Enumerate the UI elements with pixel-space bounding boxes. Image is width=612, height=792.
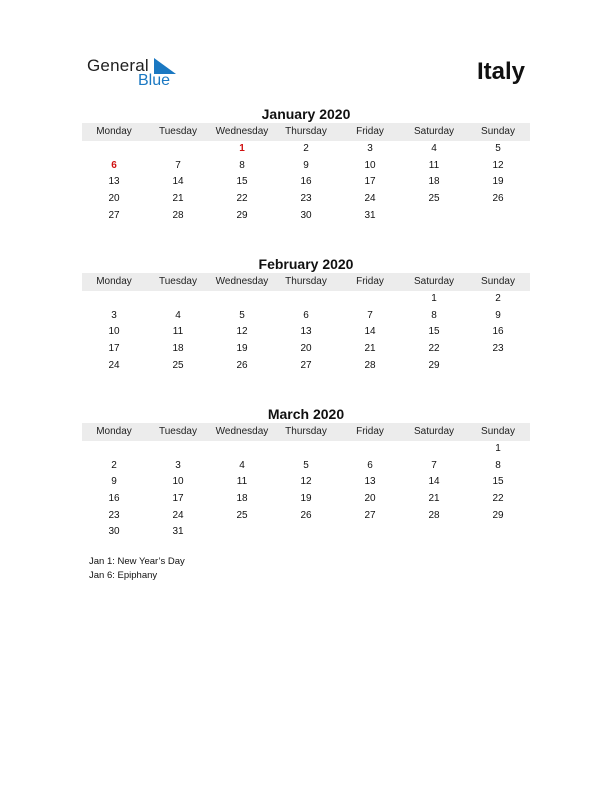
weekday-header: Friday bbox=[356, 426, 384, 437]
day-cell: 31 bbox=[364, 209, 376, 221]
day-cell: 16 bbox=[300, 176, 312, 188]
day-cell bbox=[274, 441, 338, 458]
month-march bbox=[82, 406, 530, 541]
day-cell: 1 bbox=[239, 143, 245, 154]
day-cell: 12 bbox=[236, 326, 248, 338]
weekday-header: Sunday bbox=[481, 426, 515, 437]
week-row bbox=[82, 158, 530, 175]
day-cell bbox=[338, 441, 402, 458]
day-cell: 21 bbox=[172, 193, 184, 205]
day-cell bbox=[274, 291, 338, 308]
day-cell: 29 bbox=[236, 209, 248, 221]
weekday-header: Tuesday bbox=[159, 276, 197, 287]
month-title: February 2020 bbox=[258, 256, 354, 272]
week-row bbox=[82, 308, 530, 325]
day-cell: 22 bbox=[492, 493, 504, 505]
weekday-header: Wednesday bbox=[215, 276, 269, 287]
day-cell bbox=[466, 208, 530, 225]
day-cell: 10 bbox=[108, 326, 120, 338]
day-cell bbox=[146, 141, 210, 158]
day-cell: 14 bbox=[364, 326, 376, 338]
weekday-header: Monday bbox=[96, 276, 132, 287]
day-cell bbox=[402, 208, 466, 225]
day-cell: 29 bbox=[428, 359, 440, 371]
week-row bbox=[82, 324, 530, 341]
month-february bbox=[82, 256, 530, 374]
day-cell: 5 bbox=[495, 143, 501, 154]
week-row bbox=[82, 174, 530, 191]
day-cell: 9 bbox=[111, 476, 117, 488]
week-row bbox=[82, 508, 530, 525]
day-cell: 13 bbox=[364, 476, 376, 488]
holiday-note: Jan 1: New Year’s Day bbox=[89, 556, 185, 567]
day-cell: 10 bbox=[364, 159, 376, 171]
day-cell: 13 bbox=[108, 176, 120, 188]
day-cell: 23 bbox=[300, 193, 312, 205]
day-cell: 16 bbox=[492, 326, 504, 338]
day-cell bbox=[274, 524, 338, 541]
weekday-header: Monday bbox=[96, 126, 132, 137]
day-cell: 1 bbox=[431, 293, 437, 304]
week-row bbox=[82, 358, 530, 375]
week-row bbox=[82, 191, 530, 208]
week-row bbox=[82, 208, 530, 225]
day-cell: 1 bbox=[495, 443, 501, 454]
day-cell: 30 bbox=[108, 526, 120, 538]
day-cell: 19 bbox=[492, 176, 504, 188]
day-cell: 11 bbox=[172, 326, 184, 338]
day-cell bbox=[402, 441, 466, 458]
day-cell: 26 bbox=[492, 193, 504, 205]
day-cell bbox=[210, 441, 274, 458]
day-cell: 18 bbox=[236, 493, 248, 505]
holiday-notes bbox=[89, 555, 185, 583]
day-cell: 19 bbox=[300, 493, 312, 505]
month-title: March 2020 bbox=[267, 406, 345, 422]
day-cell bbox=[466, 358, 530, 375]
day-cell: 28 bbox=[428, 509, 440, 521]
weekday-header: Saturday bbox=[413, 126, 455, 137]
day-cell: 22 bbox=[236, 193, 248, 205]
day-cell: 3 bbox=[111, 309, 117, 321]
month-january bbox=[82, 106, 530, 224]
day-cell: 23 bbox=[108, 509, 120, 521]
day-cell: 4 bbox=[431, 143, 437, 154]
day-cell: 18 bbox=[172, 343, 184, 355]
day-cell: 3 bbox=[175, 459, 181, 471]
day-cell: 26 bbox=[300, 509, 312, 521]
day-cell: 15 bbox=[492, 476, 504, 488]
day-cell: 24 bbox=[172, 509, 184, 521]
day-cell: 14 bbox=[172, 176, 184, 188]
day-cell bbox=[338, 524, 402, 541]
day-cell: 17 bbox=[172, 493, 184, 505]
week-row bbox=[82, 141, 530, 158]
weekday-header: Saturday bbox=[413, 276, 455, 287]
day-cell: 17 bbox=[108, 343, 120, 355]
day-cell: 30 bbox=[300, 209, 312, 221]
day-cell: 13 bbox=[300, 326, 312, 338]
day-cell bbox=[82, 141, 146, 158]
day-cell: 15 bbox=[236, 176, 248, 188]
day-cell bbox=[466, 524, 530, 541]
day-cell: 27 bbox=[300, 359, 312, 371]
day-cell: 7 bbox=[175, 159, 181, 171]
brand-word-blue: Blue bbox=[138, 72, 171, 89]
day-cell: 5 bbox=[303, 459, 309, 471]
week-row bbox=[82, 524, 530, 541]
weekday-header: Thursday bbox=[285, 126, 327, 137]
day-cell: 25 bbox=[172, 359, 184, 371]
day-cell: 27 bbox=[108, 209, 120, 221]
day-cell: 2 bbox=[111, 459, 117, 471]
weekday-header: Wednesday bbox=[215, 126, 269, 137]
day-cell: 12 bbox=[492, 159, 504, 171]
day-cell: 17 bbox=[364, 176, 376, 188]
day-cell: 9 bbox=[495, 309, 501, 321]
weekday-header: Friday bbox=[356, 126, 384, 137]
day-cell bbox=[82, 291, 146, 308]
day-cell: 10 bbox=[172, 476, 184, 488]
day-cell: 20 bbox=[108, 193, 120, 205]
week-row bbox=[82, 458, 530, 475]
day-cell: 26 bbox=[236, 359, 248, 371]
day-cell: 31 bbox=[172, 526, 184, 538]
day-cell: 23 bbox=[492, 343, 504, 355]
day-cell bbox=[146, 441, 210, 458]
weekday-header: Sunday bbox=[481, 126, 515, 137]
day-cell: 12 bbox=[300, 476, 312, 488]
day-cell: 7 bbox=[431, 459, 437, 471]
day-cell: 28 bbox=[172, 209, 184, 221]
weekday-header: Friday bbox=[356, 276, 384, 287]
day-cell bbox=[402, 524, 466, 541]
weekday-header-row bbox=[82, 423, 530, 441]
weekday-header: Monday bbox=[96, 426, 132, 437]
day-cell: 18 bbox=[428, 176, 440, 188]
day-cell: 29 bbox=[492, 509, 504, 521]
weekday-header: Thursday bbox=[285, 276, 327, 287]
day-cell bbox=[82, 441, 146, 458]
day-cell: 21 bbox=[364, 343, 376, 355]
day-cell: 16 bbox=[108, 493, 120, 505]
day-cell: 14 bbox=[428, 476, 440, 488]
day-cell bbox=[210, 291, 274, 308]
day-cell: 6 bbox=[367, 459, 373, 471]
day-cell: 9 bbox=[303, 159, 309, 171]
day-cell: 19 bbox=[236, 343, 248, 355]
month-title: January 2020 bbox=[261, 106, 351, 122]
day-cell: 20 bbox=[364, 493, 376, 505]
day-cell: 15 bbox=[428, 326, 440, 338]
week-row bbox=[82, 291, 530, 308]
weekday-header-row bbox=[82, 123, 530, 141]
day-cell: 24 bbox=[364, 193, 376, 205]
brand-logo bbox=[87, 56, 197, 92]
day-cell: 25 bbox=[428, 193, 440, 205]
week-row bbox=[82, 474, 530, 491]
week-row bbox=[82, 341, 530, 358]
weekday-header: Tuesday bbox=[159, 126, 197, 137]
day-cell: 8 bbox=[495, 459, 501, 471]
day-cell bbox=[146, 291, 210, 308]
day-cell bbox=[210, 524, 274, 541]
day-cell: 5 bbox=[239, 309, 245, 321]
weekday-header-row bbox=[82, 273, 530, 291]
day-cell: 27 bbox=[364, 509, 376, 521]
weekday-header: Sunday bbox=[481, 276, 515, 287]
day-cell: 3 bbox=[367, 143, 373, 154]
day-cell: 6 bbox=[111, 159, 117, 171]
day-cell: 22 bbox=[428, 343, 440, 355]
day-cell: 2 bbox=[303, 143, 309, 154]
day-cell: 6 bbox=[303, 309, 309, 321]
week-row bbox=[82, 491, 530, 508]
holiday-note: Jan 6: Epiphany bbox=[89, 570, 158, 581]
country-title: Italy bbox=[476, 58, 525, 85]
day-cell: 4 bbox=[175, 309, 181, 321]
day-cell: 8 bbox=[431, 309, 437, 321]
weekday-header: Tuesday bbox=[159, 426, 197, 437]
day-cell: 24 bbox=[108, 359, 120, 371]
day-cell: 28 bbox=[364, 359, 376, 371]
day-cell: 2 bbox=[495, 293, 501, 304]
day-cell: 11 bbox=[428, 159, 440, 171]
week-row bbox=[82, 441, 530, 458]
day-cell: 7 bbox=[367, 309, 373, 321]
day-cell: 20 bbox=[300, 343, 312, 355]
weekday-header: Wednesday bbox=[215, 426, 269, 437]
brand-word-general: General bbox=[87, 56, 149, 75]
day-cell: 8 bbox=[239, 159, 245, 171]
weekday-header: Thursday bbox=[285, 426, 327, 437]
day-cell bbox=[338, 291, 402, 308]
weekday-header: Saturday bbox=[413, 426, 455, 437]
day-cell: 21 bbox=[428, 493, 440, 505]
day-cell: 25 bbox=[236, 509, 248, 521]
day-cell: 11 bbox=[236, 476, 248, 488]
day-cell: 4 bbox=[239, 459, 245, 471]
